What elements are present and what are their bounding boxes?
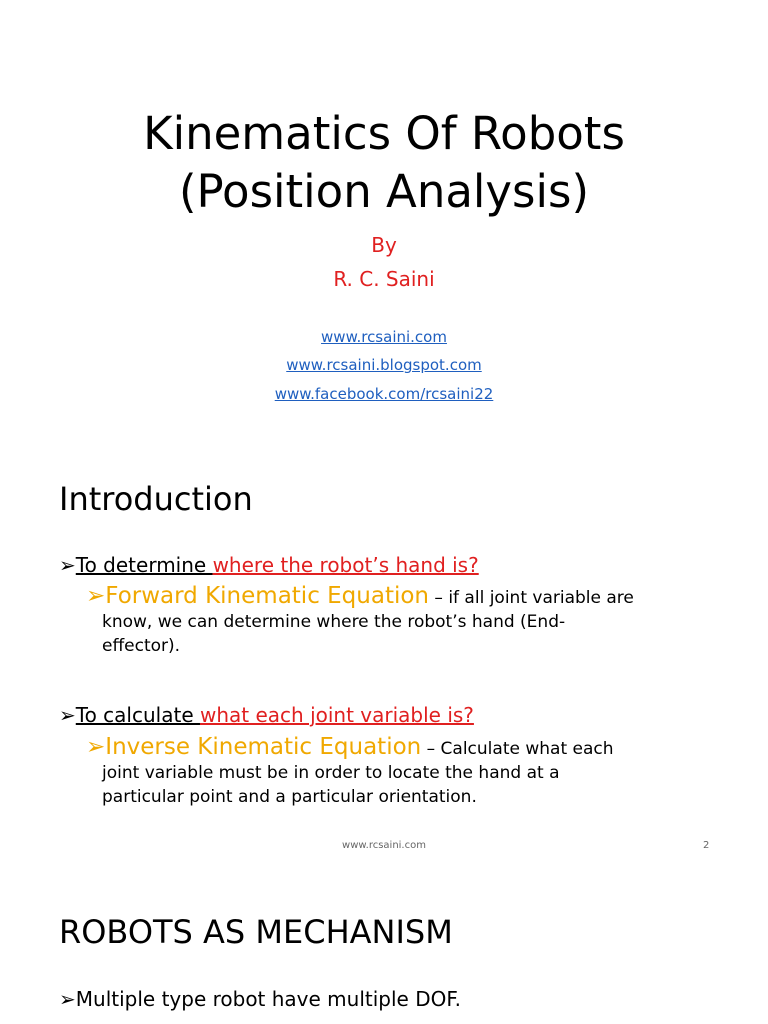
by-label: By — [371, 233, 397, 257]
link-blog-row — [0, 355, 768, 375]
arrow-bullet-icon: ➢ — [59, 987, 76, 1011]
sub-bullet-inverse — [86, 735, 726, 809]
sub-bullet-forward — [86, 584, 726, 658]
forward-desc-line1: – if all joint variable are — [429, 588, 634, 608]
arrow-bullet-icon: ➢ — [59, 553, 76, 577]
author-name: R. C. Saini — [333, 267, 435, 291]
mechanism-heading: ROBOTS AS MECHANISM — [59, 913, 453, 951]
bullet-calculate — [59, 702, 474, 728]
bullet-multiple-dof — [59, 986, 461, 1012]
inverse-desc-line1: – Calculate what each — [421, 739, 614, 759]
page-number: 2 — [703, 840, 710, 851]
bullet-determine-question: where the robot’s hand is? — [212, 553, 479, 577]
bullet-determine — [59, 552, 479, 578]
forward-equation-title: Forward Kinematic Equation — [105, 583, 430, 609]
footer-site: www.rcsaini.com — [342, 840, 426, 851]
slide-title-line-2: (Position Analysis) — [178, 165, 590, 218]
bullet-multiple-dof-text: Multiple type robot have multiple DOF. — [75, 987, 461, 1011]
arrow-bullet-icon: ➢ — [86, 734, 106, 760]
inverse-equation-title: Inverse Kinematic Equation — [105, 734, 422, 760]
link-website-row — [0, 327, 768, 347]
bullet-determine-prefix: To determine — [75, 553, 213, 577]
introduction-heading: Introduction — [59, 480, 253, 518]
arrow-bullet-icon: ➢ — [59, 703, 76, 727]
forward-desc-line2: know, we can determine where the robot’s hand (End- — [102, 612, 566, 632]
slide-title-line-1: Kinematics Of Robots — [143, 107, 625, 160]
link-website[interactable]: www.rcsaini.com — [321, 328, 447, 346]
link-facebook-row — [0, 384, 768, 404]
bullet-calculate-question: what each joint variable is? — [199, 703, 474, 727]
bullet-calculate-prefix: To calculate — [75, 703, 200, 727]
link-blog[interactable]: www.rcsaini.blogspot.com — [286, 356, 482, 374]
forward-desc-line3: effector). — [102, 636, 181, 656]
inverse-desc-line2: joint variable must be in order to locate the hand at a — [102, 763, 560, 783]
inverse-desc-line3: particular point and a particular orientation. — [102, 787, 477, 807]
arrow-bullet-icon: ➢ — [86, 583, 106, 609]
link-facebook[interactable]: www.facebook.com/rcsaini22 — [274, 385, 494, 403]
